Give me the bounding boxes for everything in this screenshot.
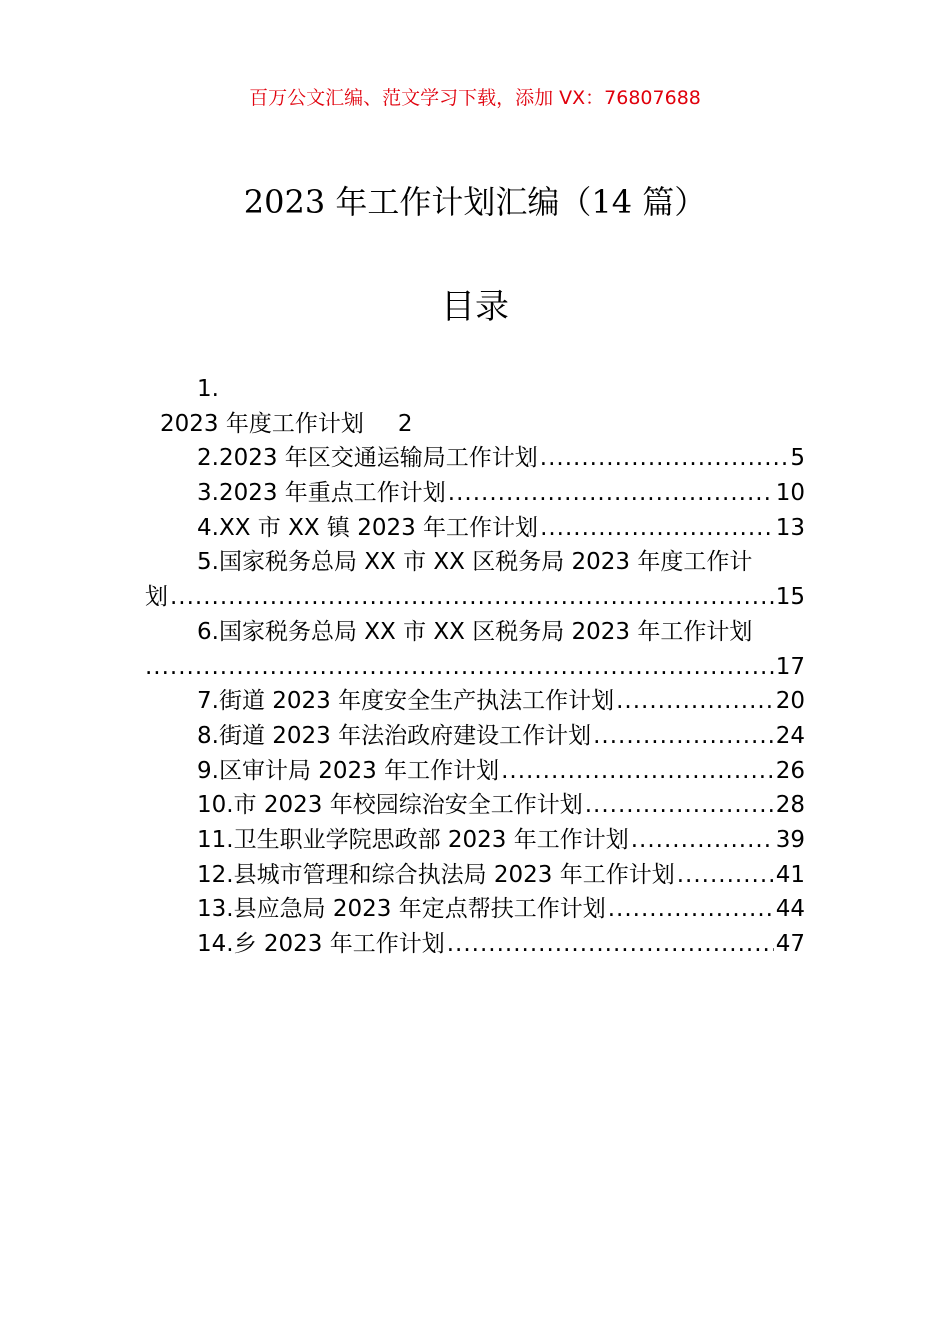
dot-leader [608, 892, 774, 927]
toc-entry-title: 2.2023 年区交通运输局工作计划 [197, 445, 538, 472]
toc-entry-title-continued: 划 [145, 584, 168, 611]
toc-entry-11[interactable] [145, 823, 805, 858]
toc-entry-6[interactable] [145, 615, 805, 650]
toc-heading: 目录 [441, 287, 509, 327]
dot-leader [593, 719, 774, 754]
toc-entry-10[interactable] [145, 788, 805, 823]
toc-entry-14[interactable] [145, 927, 805, 962]
toc-entry-title: 9.区审计局 2023 年工作计划 [197, 757, 500, 784]
toc-entry-page: 47 [775, 931, 805, 957]
dot-leader [145, 650, 774, 685]
toc-entry-page: 26 [775, 757, 805, 784]
dot-leader [501, 754, 774, 789]
toc-entry-4[interactable] [145, 511, 805, 546]
toc-entry-5[interactable] [145, 545, 805, 580]
dot-leader [616, 684, 774, 719]
dot-leader [540, 441, 789, 476]
dot-leader [677, 858, 774, 893]
toc-entry-8[interactable] [145, 719, 805, 754]
toc-entry-page: 15 [775, 584, 805, 611]
document-title: 2023 年工作计划汇编（14 篇） [243, 183, 707, 221]
toc-entry-page: 44 [775, 896, 805, 923]
toc-entry-title: 4.XX 市 XX 镇 2023 年工作计划 [197, 514, 539, 541]
toc-entry-page: 5 [790, 445, 805, 472]
toc-entry-title: 14.乡 2023 年工作计划 [197, 931, 445, 957]
toc-entry-5-continued[interactable] [145, 580, 805, 615]
toc-entry-12[interactable] [145, 858, 805, 893]
dot-leader [585, 788, 774, 823]
toc-entry-9[interactable] [145, 754, 805, 789]
toc-entry-1-number[interactable] [145, 372, 805, 407]
toc-entry-page: 28 [775, 792, 805, 819]
toc-entry-page: 17 [775, 653, 805, 680]
toc-entry-title: 5.国家税务总局 XX 市 XX 区税务局 2023 年度工作计 [197, 549, 753, 576]
toc-entry-title: 8.街道 2023 年法治政府建设工作计划 [197, 722, 592, 749]
dot-leader [540, 511, 774, 546]
toc-entry-13[interactable] [145, 892, 805, 927]
toc-entry-page: 2 [397, 410, 413, 437]
toc-entry-number: 1. [197, 376, 219, 402]
toc-entry-page: 24 [775, 722, 805, 749]
table-of-contents [145, 372, 805, 962]
toc-entry-title: 2023 年度工作计划 [160, 410, 364, 437]
dot-leader [631, 823, 774, 858]
toc-entry-title: 11.卫生职业学院思政部 2023 年工作计划 [197, 826, 629, 853]
toc-entry-title: 10.市 2023 年校园综治安全工作计划 [197, 792, 583, 819]
toc-entry-page: 39 [775, 826, 805, 853]
toc-entry-page: 41 [775, 861, 805, 888]
dot-leader [447, 927, 774, 962]
dot-leader [448, 476, 774, 511]
dot-leader [170, 580, 774, 615]
toc-entry-title: 13.县应急局 2023 年定点帮扶工作计划 [197, 896, 606, 923]
toc-entry-1[interactable] [145, 407, 805, 442]
toc-entry-3[interactable] [145, 476, 805, 511]
download-notice: 百万公文汇编、范文学习下载，添加 VX：76807688 [249, 87, 701, 109]
toc-entry-7[interactable] [145, 684, 805, 719]
toc-entry-title: 6.国家税务总局 XX 市 XX 区税务局 2023 年工作计划 [197, 618, 753, 645]
toc-entry-title: 12.县城市管理和综合执法局 2023 年工作计划 [197, 861, 675, 888]
toc-entry-page: 10 [775, 480, 805, 507]
toc-entry-title: 7.街道 2023 年度安全生产执法工作计划 [197, 688, 615, 715]
toc-entry-6-continued[interactable] [145, 650, 805, 685]
toc-entry-title: 3.2023 年重点工作计划 [197, 480, 446, 507]
toc-entry-2[interactable] [145, 441, 805, 476]
toc-entry-page: 13 [775, 514, 805, 541]
toc-entry-page: 20 [775, 688, 805, 715]
